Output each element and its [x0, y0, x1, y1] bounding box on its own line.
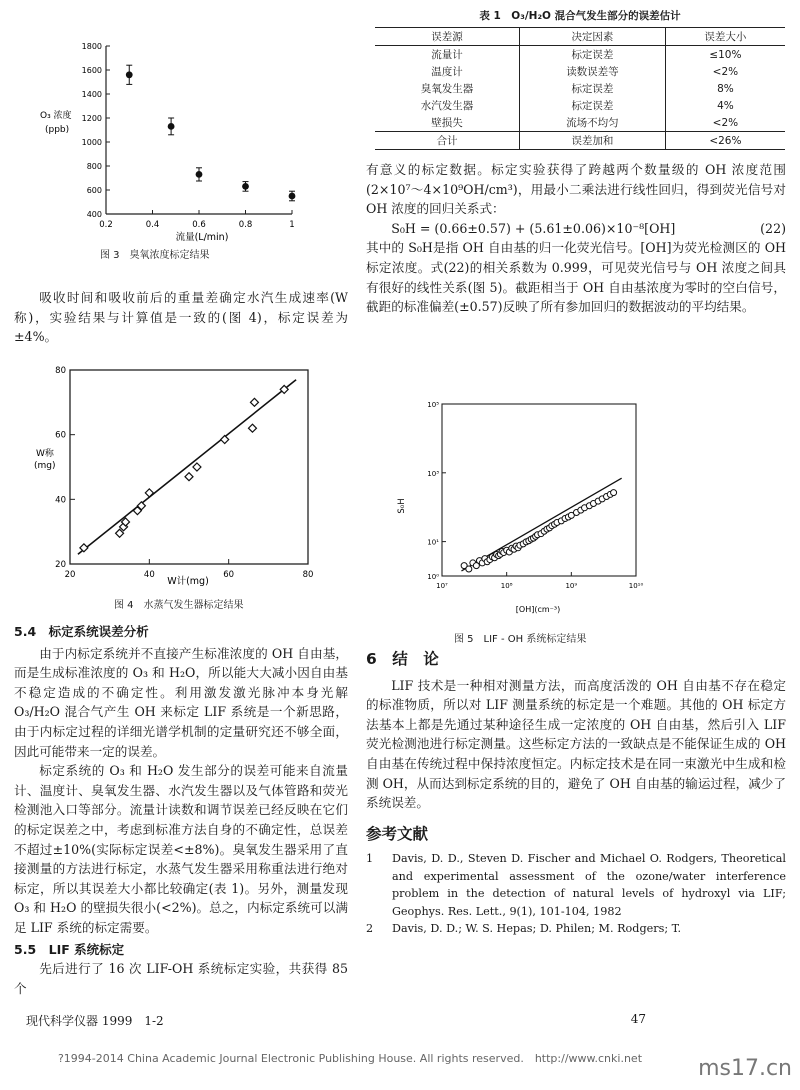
- table-total-row: [375, 132, 785, 150]
- page-number: 47: [630, 1012, 646, 1026]
- fig3-x-tick-label: 0.2: [99, 220, 113, 230]
- fig3-xlabel: 流量(L/min): [175, 232, 229, 243]
- fig4-caption: 图 4 水蒸气发生器标定结果: [114, 600, 244, 611]
- figure-3: [40, 34, 340, 266]
- table-cell: 误差加和: [520, 132, 666, 150]
- table-cell: 标定误差: [520, 46, 666, 64]
- table-1-title: 表 1 O₃/H₂O 混合气发生部分的误差估计: [479, 10, 681, 22]
- paragraph: 其中的 S₀H是指 OH 自由基的归一化荧光信号。[OH]为荧光检测区的 OH 标定浓度。式(22)的相关系数为 0.999，可见荧光信号与 OH 浓度之间具有很好的线性关系(图 5)。截距相当于 OH 自由基浓度为零时的空白信号，截距的标准偏差(±0.57)反映了所有参加回归的数据波动的平均结果。: [366, 240, 786, 315]
- table-row: [375, 46, 785, 64]
- fig5-x-tick-label: 10⁹: [565, 582, 578, 590]
- fig4-data-point: [185, 473, 193, 481]
- reference-list: [366, 850, 786, 938]
- error-table: [375, 27, 785, 150]
- table-cell: 壁损失: [375, 114, 520, 132]
- paragraph: 标定系统的 O₃ 和 H₂O 发生部分的误差可能来自流量计、温度计、臭氧发生器、水汽发生器以及气体管路和荧光检测池入口等部分。流量计读数和调节误差已经反映在它们的标定误差之中，考虑到标准方法自身的不确定性，总误差不超过±10%(实际标定误差<±8%)。臭氧发生器采用了直接测量的方法进行标定，水蒸气发生器采用称重法进行绝对标定，所以其误差大小都比较确定(表 1)。另外，测量发现 O₃ 和 H₂O 的壁损失很小(<2%)。总之，内标定系统可以满足 LIF 系统的标定需要。: [14, 763, 348, 935]
- paragraph: 先后进行了 16 次 LIF-OH 系统标定实验，共获得 85 个: [14, 961, 348, 996]
- fig5-y-tick-label: 10¹: [427, 538, 439, 547]
- fig4-y-tick-label: 80: [55, 366, 66, 376]
- table-cell: <2%: [712, 116, 739, 129]
- table-cell: 读数误差等: [520, 63, 666, 80]
- journal-name: 现代科学仪器 1999 1-2: [26, 1014, 164, 1028]
- fig3-y-tick-label: 1000: [81, 138, 102, 147]
- journal-footer: [26, 1012, 766, 1029]
- fig3-y-tick-label: 400: [86, 210, 102, 219]
- fig3-y-tick-label: 1600: [81, 66, 102, 75]
- table-cell: 水汽发生器: [375, 97, 520, 114]
- table-header-row: [375, 28, 785, 46]
- equation-22: [366, 219, 786, 239]
- table-cell: 4%: [717, 99, 734, 112]
- fig5-y-tick-label: 10⁰: [427, 573, 439, 581]
- fig5-data-point: [466, 566, 472, 572]
- fig3-caption: 图 3 臭氧浓度标定结果: [100, 250, 210, 261]
- fig4-data-point: [80, 544, 88, 552]
- fig5-x-tick-label: 10⁷: [436, 582, 448, 590]
- fig4-ylabel-unit: (mg): [34, 461, 56, 471]
- fig3-ylabel: O₃ 浓度: [40, 111, 72, 121]
- paragraph: LIF 技术是一种相对测量方法，而高度活泼的 OH 自由基不存在稳定的标准物质，所以对 LIF 测量系统的标定是一个难题。其他的 OH 标定方法基本上都是先通过某种途径生成一定浓度的 OH 自由基，然后引入 LIF 荧光检测池进行标定测量。这些标定方法的一致缺点是不能保证生成的 OH 自由基在传统过程中保持浓度恒定。内标定技术是在同一束激光中生成和检测 OH，从而达到标定系统的目的，避免了 OH 自由基的输运过程，减少了系统误差。: [366, 677, 786, 811]
- fig4-y-tick-label: 20: [55, 560, 66, 570]
- fig4-x-tick-label: 40: [143, 570, 155, 580]
- fig3-data-point: [242, 183, 249, 190]
- fig4-fit-line: [78, 380, 296, 555]
- fig5-plot-frame: [442, 404, 636, 576]
- table-row: [375, 114, 785, 132]
- fig3-chart: [40, 34, 340, 266]
- table-1: [375, 8, 785, 150]
- figure-4: [28, 360, 328, 612]
- equation-number: (22): [760, 220, 786, 236]
- paragraph: 有意义的标定数据。标定实验获得了跨越两个数量级的 OH 浓度范围(2×10⁷～4×10⁹OH/cm³)，用最小二乘法进行线性回归，得到荧光信号对 OH 浓度的回归关系式：: [366, 162, 786, 217]
- fig4-data-point: [221, 436, 229, 444]
- fig5-xlabel: [OH](cm⁻³): [515, 605, 561, 614]
- fig4-data-point: [193, 463, 201, 471]
- references-title: 参考文献: [366, 824, 429, 843]
- table-cell: ≤10%: [709, 48, 742, 61]
- left-mid-text: [14, 288, 348, 347]
- fig5-x-tick-label: 10⁸: [500, 582, 513, 590]
- section-6-title: 6 结 论: [366, 650, 439, 668]
- paragraph: 由于内标定系统并不直接产生标准浓度的 OH 自由基，而是生成标准浓度的 O₃ 和 H₂O，所以能大大减小因自由基不稳定造成的不确定性。利用激发激光脉冲本身光解 O₃/H₂O 混合气产生 OH 来标定 LIF 系统是一个新思路，由于内标定过程的详细光谱学机制的定量研究还不够全面，因此可能带来一定的误差。: [14, 645, 348, 759]
- reference-item: [366, 920, 786, 938]
- fig4-xlabel: W计(mg): [167, 576, 209, 587]
- fig3-y-tick-label: 1400: [81, 90, 102, 99]
- watermark: ms17.cn: [698, 1056, 792, 1081]
- fig3-y-tick-label: 800: [86, 162, 102, 171]
- table-cell: 8%: [717, 82, 734, 95]
- fig3-x-tick-label: 0.6: [192, 220, 206, 230]
- fig5-x-tick-label: 10¹⁰: [628, 582, 644, 590]
- left-lower-text: [14, 622, 348, 998]
- table-cell: 臭氧发生器: [375, 80, 520, 97]
- fig3-ylabel-unit: (ppb): [45, 125, 70, 135]
- table-cell: <2%: [712, 65, 739, 78]
- fig5-ylabel: S₀H: [397, 498, 407, 514]
- reference-text: Davis, D. D.; W. S. Hepas; D. Philen; M. Rodgers; T.: [392, 922, 682, 936]
- fig4-y-tick-label: 40: [55, 495, 66, 506]
- fig4-x-tick-label: 60: [223, 570, 235, 580]
- fig5-data-point: [611, 490, 617, 496]
- fig5-y-tick-label: 10³: [427, 469, 439, 478]
- table-row: [375, 97, 785, 114]
- table-header-cell: 误差源: [375, 28, 520, 46]
- table-row: [375, 80, 785, 97]
- fig4-ylabel: W称: [36, 449, 54, 459]
- table-cell: 标定误差: [520, 80, 666, 97]
- copyright-line: ?1994-2014 China Academic Journal Electronic Publishing House. All rights reserved. http://www.cnki.net: [57, 1052, 643, 1065]
- fig5-y-tick-label: 10⁵: [427, 401, 439, 409]
- fig5-caption: 图 5 LIF - OH 系统标定结果: [454, 634, 587, 645]
- fig4-data-point: [250, 398, 258, 406]
- paragraph: 吸收时间和吸收前后的重量差确定水汽生成速率(W称)，实验结果与计算值是一致的(图 4)，标定误差为±4%。: [14, 290, 348, 345]
- fig3-y-tick-label: 1200: [81, 114, 102, 123]
- table-cell: 温度计: [375, 63, 520, 80]
- fig5-chart: [390, 392, 650, 622]
- reference-number: 1: [366, 852, 374, 866]
- table-header-cell: 误差大小: [665, 28, 785, 46]
- table-header-cell: 决定因素: [520, 28, 666, 46]
- fig3-data-point: [196, 171, 203, 178]
- fig3-x-tick-label: 0.8: [238, 220, 253, 230]
- fig4-data-point: [248, 424, 256, 432]
- fig3-y-tick-label: 1800: [81, 42, 102, 51]
- fig4-chart: [28, 360, 328, 596]
- table-cell: <26%: [665, 132, 785, 150]
- fig3-data-point: [168, 123, 175, 130]
- table-cell: 流量计: [375, 46, 520, 64]
- fig4-y-tick-label: 60: [55, 430, 66, 441]
- equation: S₀H = (0.66±0.57) + (5.61±0.06)×10⁻⁸[OH]: [391, 220, 676, 236]
- fig3-y-tick-label: 600: [86, 186, 102, 195]
- fig4-x-tick-label: 20: [64, 570, 76, 580]
- section-5-5-title: 5.5 LIF 系统标定: [14, 941, 125, 957]
- fig3-data-point: [289, 193, 296, 200]
- section-5-4-title: 5.4 标定系统误差分析: [14, 624, 149, 639]
- right-lower-text: [366, 650, 786, 938]
- reference-item: [366, 850, 786, 920]
- table-cell: 标定误差: [520, 97, 666, 114]
- right-column-text: [366, 160, 786, 317]
- fig3-x-tick-label: 1: [289, 220, 295, 230]
- table-row: [375, 63, 785, 80]
- table-cell: 合计: [375, 132, 520, 150]
- fig3-data-point: [126, 71, 133, 78]
- reference-number: 2: [366, 922, 374, 936]
- fig3-x-tick-label: 0.4: [145, 220, 160, 230]
- reference-text: Davis, D. D., Steven D. Fischer and Michael O. Rodgers, Theoretical and experimental assessment of the ozone/water interference problem in the detection of natural levels of hydroxyl via LIF; Geophys. Res. Lett., 9(1), 101-104, 1982: [392, 852, 786, 918]
- table-cell: 流场不均匀: [520, 114, 666, 132]
- figure-5: [390, 392, 650, 644]
- fig4-x-tick-label: 80: [302, 570, 314, 580]
